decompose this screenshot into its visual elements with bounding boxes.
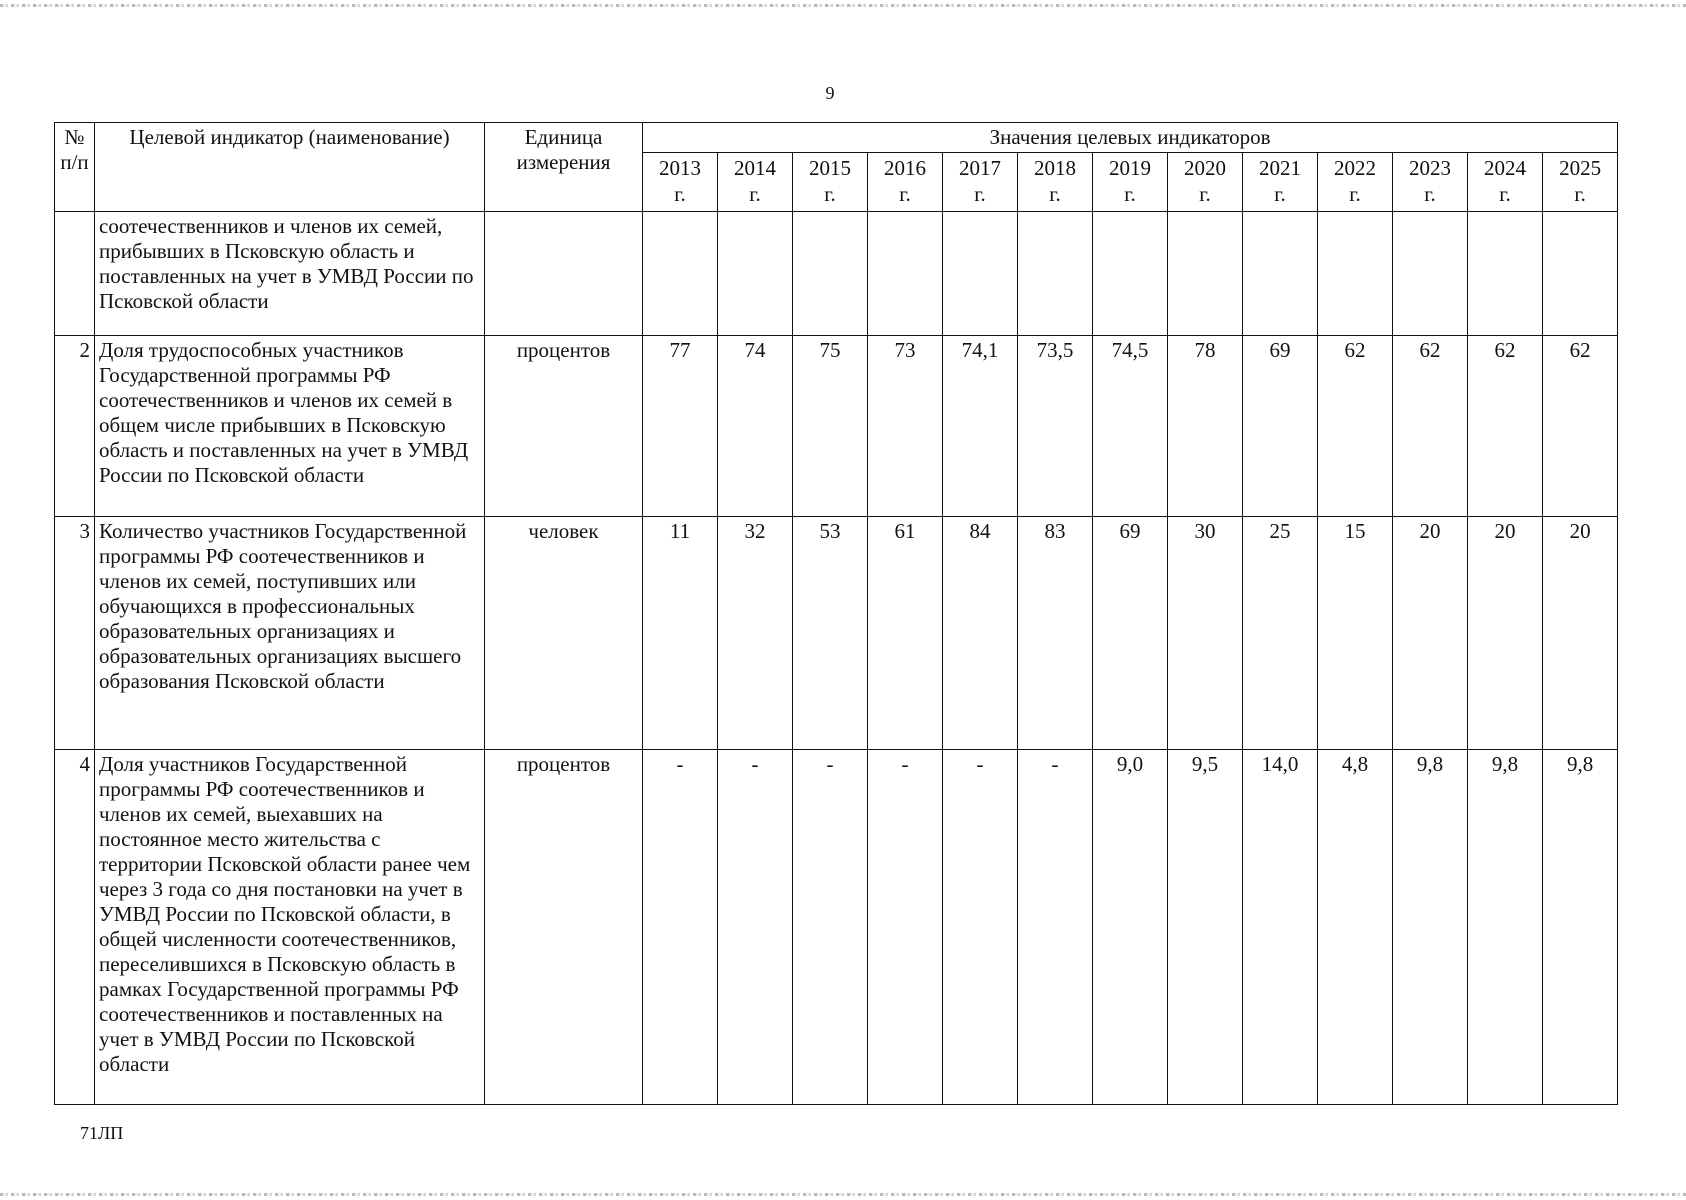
header-year-number: 2025 [1559,156,1602,180]
indicator-value: 11 [643,517,718,750]
header-year-number: 2018 [1034,156,1076,180]
indicator-value: 20 [1543,517,1618,750]
indicator-value: 75 [793,336,868,517]
header-year-number: 2017 [959,156,1001,180]
indicator-value: 62 [1393,336,1468,517]
indicator-value: 74 [718,336,793,517]
scan-edge-top [0,4,1686,7]
indicator-value: 53 [793,517,868,750]
row-number [55,212,95,336]
indicator-value: - [868,750,943,1105]
indicator-value: 9,5 [1168,750,1243,1105]
indicator-value: 9,8 [1393,750,1468,1105]
header-year-number: 2013 [659,156,701,180]
indicator-value: 62 [1468,336,1543,517]
header-year-suffix: г. [974,182,986,206]
header-year [1168,153,1243,212]
indicator-value [1318,212,1393,336]
indicator-value: 9,8 [1543,750,1618,1105]
indicator-value [868,212,943,336]
indicator-value: 83 [1018,517,1093,750]
indicator-value: 84 [943,517,1018,750]
header-year [718,153,793,212]
header-year-suffix: г. [899,182,911,206]
header-year-suffix: г. [1499,182,1511,206]
indicator-value: 32 [718,517,793,750]
header-year [1393,153,1468,212]
indicator-value: 25 [1243,517,1318,750]
header-indicator: Целевой индикатор (наименование) [95,123,485,212]
indicator-unit [485,212,643,336]
header-year [793,153,868,212]
indicator-value: 20 [1393,517,1468,750]
table-row [55,750,1618,1105]
indicator-value [1018,212,1093,336]
indicator-name: Доля участников Государственной программы РФ соотечественников и членов их семей, выехавших на постоянное место жительства с территории Псковской области ранее чем через 3 года со дня постановки на учет в УМВД России по Псковской области, в общей численности соотечественников, переселившихся в Псковскую область в рамках Государственной программы РФ соотечественников и поставленных на учет в УМВД России по Псковской области [95,750,485,1105]
header-year-number: 2015 [809,156,851,180]
header-year [1543,153,1618,212]
indicator-name: соотечественников и членов их семей, прибывших в Псковскую область и поставленных на учет в УМВД России по Псковской области [95,212,485,336]
header-year-number: 2016 [884,156,926,180]
indicator-value: - [1018,750,1093,1105]
header-year-number: 2024 [1484,156,1526,180]
indicator-value [1468,212,1543,336]
header-year-suffix: г. [1424,182,1436,206]
indicator-value [1168,212,1243,336]
row-number: 2 [55,336,95,517]
header-year [943,153,1018,212]
header-year-number: 2022 [1334,156,1376,180]
indicator-value: 74,5 [1093,336,1168,517]
table-row [55,517,1618,750]
indicator-value: 62 [1318,336,1393,517]
indicator-value: 30 [1168,517,1243,750]
header-values-group: Значения целевых индикаторов [643,123,1618,153]
indicator-value [1243,212,1318,336]
indicator-unit: процентов [485,750,643,1105]
indicator-value [1093,212,1168,336]
header-year-number: 2019 [1109,156,1151,180]
indicator-value: 77 [643,336,718,517]
header-year-suffix: г. [1124,182,1136,206]
table-row [55,336,1618,517]
header-year-suffix: г. [1274,182,1286,206]
indicator-value: - [718,750,793,1105]
row-number: 3 [55,517,95,750]
header-year-number: 2021 [1259,156,1301,180]
header-year [1468,153,1543,212]
indicator-value: 15 [1318,517,1393,750]
header-row [55,123,1618,153]
indicator-value [1543,212,1618,336]
row-number: 4 [55,750,95,1105]
indicator-name: Количество участников Государственной программы РФ соотечественников и членов их семей, поступивших или обучающихся в профессиональных образовательных организациях и образовательных организациях высшего образования Псковской области [95,517,485,750]
header-year-suffix: г. [1574,182,1586,206]
indicator-value: 78 [1168,336,1243,517]
indicator-value: 20 [1468,517,1543,750]
indicator-value: 69 [1243,336,1318,517]
indicator-value: - [943,750,1018,1105]
indicator-value: 73 [868,336,943,517]
indicators-table [54,122,1618,1105]
header-year-suffix: г. [1049,182,1061,206]
scan-edge-bottom [0,1193,1686,1196]
header-year-suffix: г. [1199,182,1211,206]
header-year-number: 2020 [1184,156,1226,180]
header-year [1318,153,1393,212]
indicator-value: - [643,750,718,1105]
header-year [868,153,943,212]
header-year-suffix: г. [674,182,686,206]
indicator-value: 9,0 [1093,750,1168,1105]
indicator-value: 4,8 [1318,750,1393,1105]
header-unit: Единица измерения [485,123,643,212]
document-code: 71ЛП [80,1123,124,1143]
header-year-number: 2023 [1409,156,1451,180]
indicator-value [1393,212,1468,336]
indicator-value: 61 [868,517,943,750]
indicator-value: 74,1 [943,336,1018,517]
header-num: № п/п [55,123,95,212]
header-year [1093,153,1168,212]
header-year [1243,153,1318,212]
indicator-value: 14,0 [1243,750,1318,1105]
header-year [1018,153,1093,212]
indicator-value: 73,5 [1018,336,1093,517]
indicator-value [943,212,1018,336]
table-row [55,212,1618,336]
header-year-number: 2014 [734,156,776,180]
header-year [643,153,718,212]
indicator-value [718,212,793,336]
indicator-value [793,212,868,336]
indicator-value: 69 [1093,517,1168,750]
header-year-suffix: г. [1349,182,1361,206]
table-body [55,212,1618,1105]
header-year-suffix: г. [749,182,761,206]
header-year-suffix: г. [824,182,836,206]
indicator-value [643,212,718,336]
indicator-name: Доля трудоспособных участников Государственной программы РФ соотечественников и членов их семей в общем числе прибывших в Псковскую область и поставленных на учет в УМВД России по Псковской области [95,336,485,517]
page-number: 9 [825,83,835,103]
indicator-value: 62 [1543,336,1618,517]
indicator-value: - [793,750,868,1105]
indicator-value: 9,8 [1468,750,1543,1105]
indicator-unit: процентов [485,336,643,517]
indicator-unit: человек [485,517,643,750]
